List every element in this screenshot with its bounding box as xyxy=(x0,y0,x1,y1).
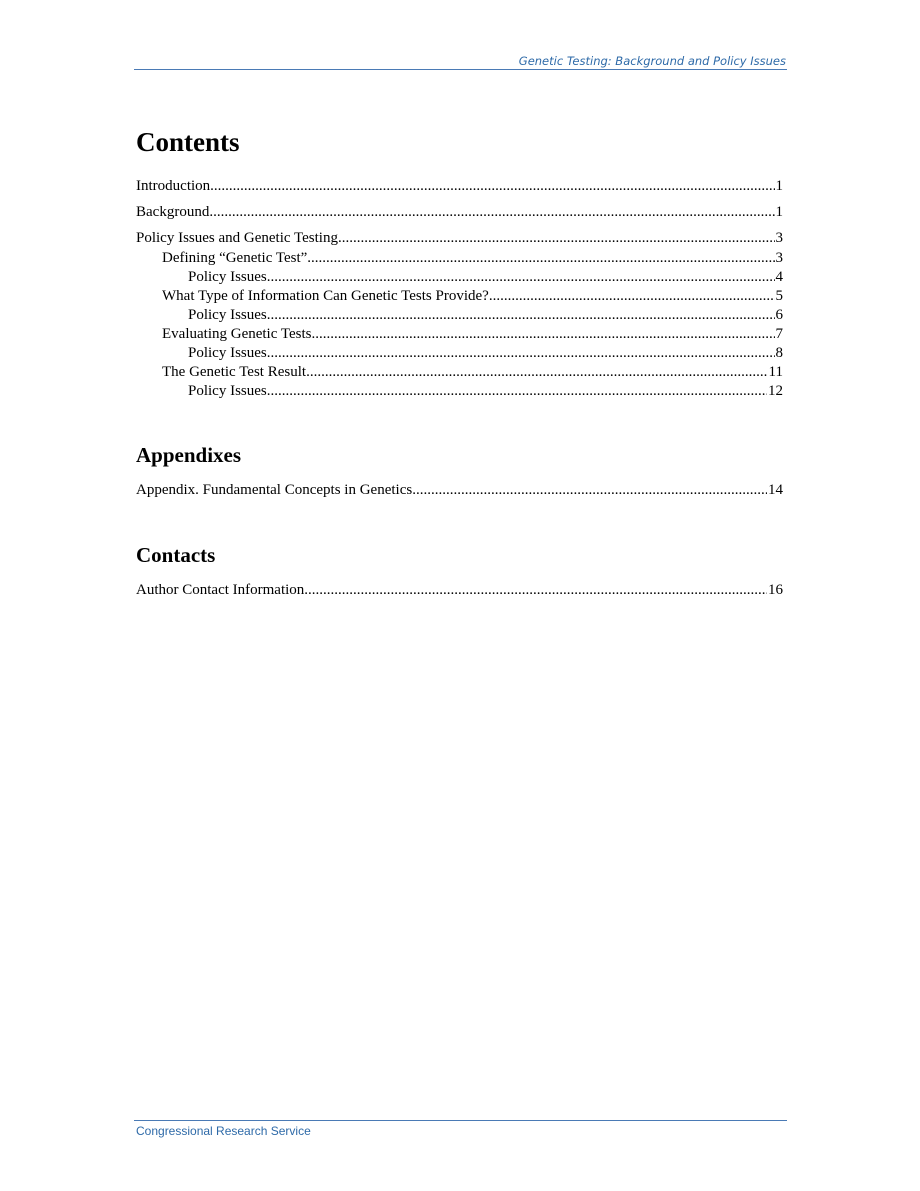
toc-page-number: 16 xyxy=(768,582,783,598)
toc-dot-leader xyxy=(304,581,767,600)
toc-page-number: 7 xyxy=(775,326,783,342)
toc-entry-policy-issues[interactable] xyxy=(136,306,783,325)
contents-heading: Contents xyxy=(136,127,240,157)
contacts-heading: Contacts xyxy=(136,543,216,567)
header-title: Genetic Testing: Background and Policy Issues xyxy=(518,54,786,68)
toc-label: Appendix. Fundamental Concepts in Genetics xyxy=(136,482,413,498)
toc-page-number: 1 xyxy=(775,204,783,220)
toc-page-number: 3 xyxy=(775,230,783,246)
toc-dot-leader xyxy=(489,287,775,306)
toc-entry-the-genetic-test-result[interactable] xyxy=(136,363,783,382)
toc-label: Background xyxy=(136,204,210,220)
toc-dot-leader xyxy=(412,481,767,500)
toc-label: Policy Issues xyxy=(188,345,267,361)
contacts-toc xyxy=(136,581,783,607)
toc-page-number: 12 xyxy=(768,383,783,399)
toc-label: Policy Issues xyxy=(188,269,267,285)
toc-page-number: 3 xyxy=(775,250,783,266)
toc-label: Introduction xyxy=(136,178,211,194)
toc-entry-what-type-of-information[interactable] xyxy=(136,287,783,306)
toc-label: Policy Issues xyxy=(188,383,267,399)
toc-entry-policy-issues[interactable] xyxy=(136,382,783,401)
toc-dot-leader xyxy=(267,306,775,325)
toc-dot-leader xyxy=(267,382,767,401)
toc-entry-introduction[interactable] xyxy=(136,177,783,203)
toc-dot-leader xyxy=(307,249,774,268)
appendixes-toc xyxy=(136,481,783,507)
toc-page-number: 14 xyxy=(768,482,783,498)
toc-entry-policy-issues[interactable] xyxy=(136,268,783,287)
running-header xyxy=(134,54,787,70)
toc-page-number: 8 xyxy=(775,345,783,361)
toc-entry-evaluating-genetic-tests[interactable] xyxy=(136,325,783,344)
toc-dot-leader xyxy=(311,325,774,344)
toc-label: Policy Issues and Genetic Testing xyxy=(136,230,338,246)
toc-dot-leader xyxy=(306,363,767,382)
toc-page-number: 11 xyxy=(768,364,783,380)
toc-entry-background[interactable] xyxy=(136,203,783,229)
footer-text: Congressional Research Service xyxy=(136,1124,311,1138)
running-footer xyxy=(134,1120,787,1138)
toc-label: Policy Issues xyxy=(188,307,267,323)
toc-dot-leader xyxy=(267,268,775,287)
toc-page-number: 5 xyxy=(775,288,783,304)
toc-entry-defining-genetic-test[interactable] xyxy=(136,249,783,268)
toc-label: Author Contact Information xyxy=(136,582,305,598)
appendixes-heading: Appendixes xyxy=(136,443,242,467)
toc-dot-leader xyxy=(210,177,774,196)
toc-dot-leader xyxy=(338,229,775,248)
toc-page-number: 4 xyxy=(775,269,783,285)
toc-dot-leader xyxy=(209,203,774,222)
toc-page-number: 6 xyxy=(775,307,783,323)
toc-label: Evaluating Genetic Tests xyxy=(162,326,312,342)
toc-dot-leader xyxy=(267,344,775,363)
toc-label: What Type of Information Can Genetic Tests Provide? xyxy=(162,288,489,304)
contents-toc xyxy=(136,177,783,401)
toc-entry-policy-issues-and-genetic-testing[interactable] xyxy=(136,229,783,249)
toc-label: Defining “Genetic Test” xyxy=(162,250,308,266)
toc-label: The Genetic Test Result xyxy=(162,364,307,380)
toc-entry-appendix-fundamental-concepts[interactable] xyxy=(136,481,783,507)
toc-page-number: 1 xyxy=(775,178,783,194)
toc-entry-policy-issues[interactable] xyxy=(136,344,783,363)
toc-entry-author-contact-information[interactable] xyxy=(136,581,783,607)
